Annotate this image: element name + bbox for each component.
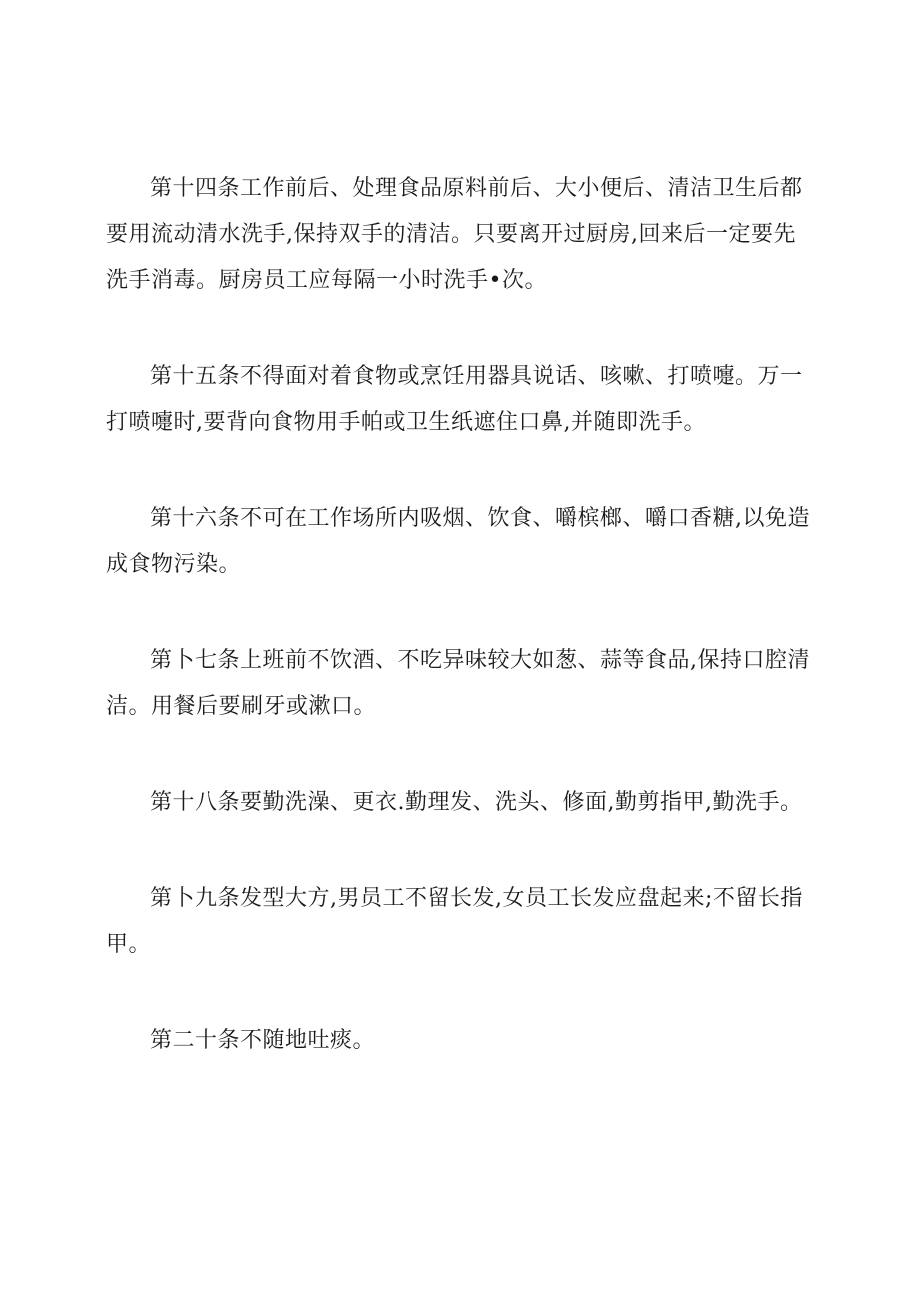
article-14-paragraph: 第十四条工作前后、处理食品原料前后、大小便后、清洁卫生后都要用流动清水洗手,保持双手的清洁。只要离开过厨房,回来后一定要先洗手消毒。厨房员工应每隔一小时洗手•次。 [106, 176, 803, 293]
article-15-paragraph: 第十五条不得面对着食物或烹饪用器具说话、咳嗽、打喷嚏。万一打喷嚏时,要背向食物用手帕或卫生纸遮住口鼻,并随即洗手。 [106, 364, 803, 435]
document-body [106, 166, 818, 1114]
article-20-paragraph: 第二十条不随地吐痰。 [150, 1028, 376, 1053]
article-18-paragraph: 第十八条要勤洗澡、更衣.勤理发、洗头、修面,勤剪指甲,勤洗手。 [150, 790, 803, 815]
article-19-paragraph: 第卜九条发型大方,男员工不留长发,女员工长发应盘起来;不留长指甲。 [106, 886, 803, 957]
article-16-paragraph: 第十六条不可在工作场所内吸烟、饮食、嚼槟榔、嚼口香糖,以免造成食物污染。 [106, 506, 810, 577]
article-17-paragraph: 第卜七条上班前不饮酒、不吃异味较大如葱、蒜等食品,保持口腔清洁。用餐后要刷牙或漱口。 [106, 648, 810, 719]
